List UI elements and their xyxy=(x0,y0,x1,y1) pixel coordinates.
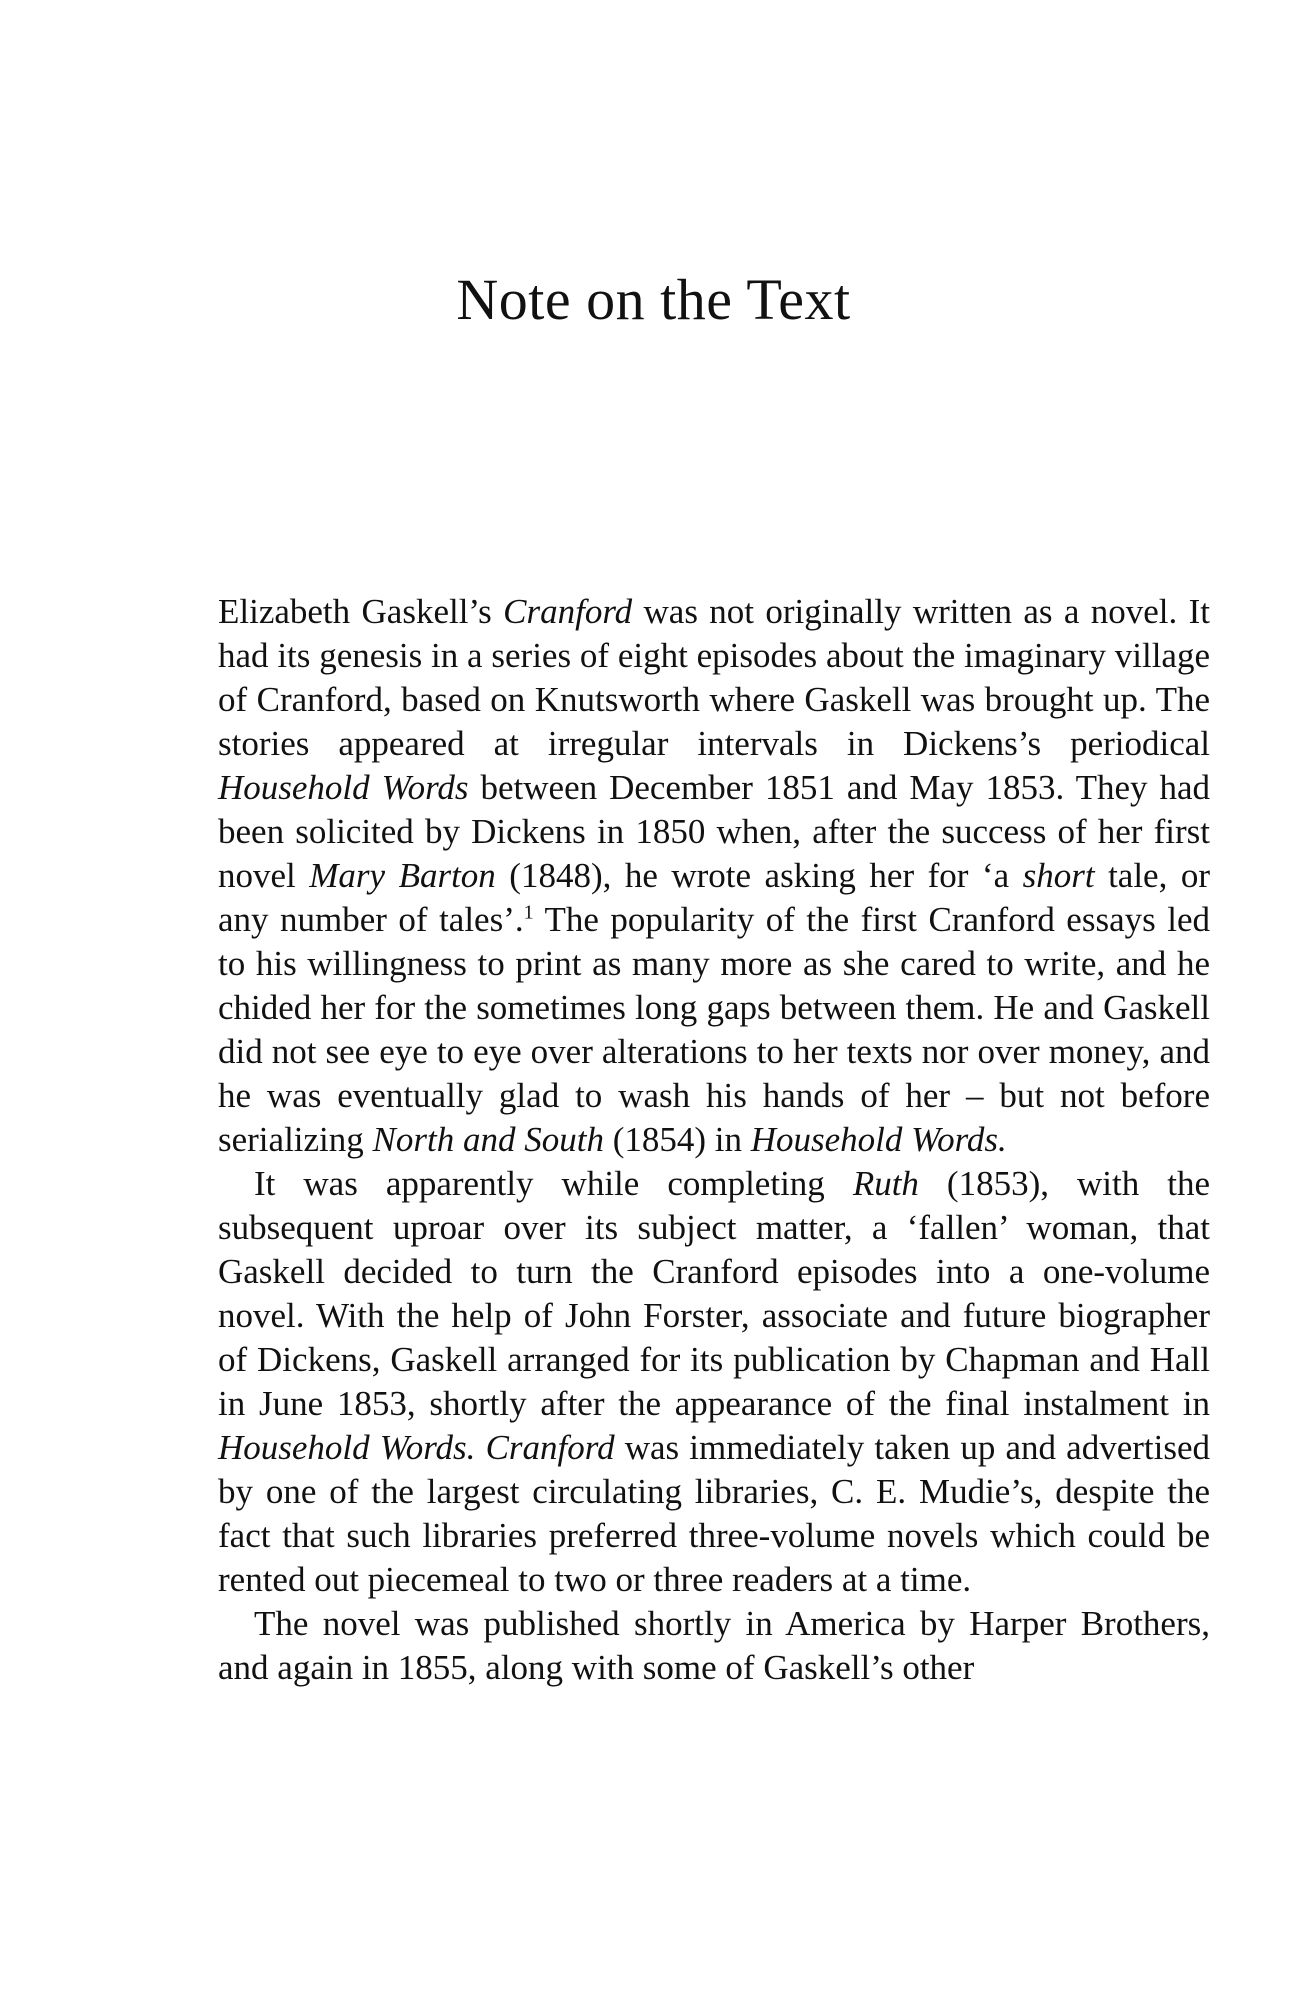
italic-title: Cranford xyxy=(503,592,633,631)
italic-title: Mary Barton xyxy=(309,856,496,895)
page-title: Note on the Text xyxy=(456,267,851,332)
paragraph-1 xyxy=(218,590,1210,1162)
text-run: tale, or any number of tales’. xyxy=(218,856,1210,939)
footnote-marker: 1 xyxy=(523,901,534,924)
paragraph-2 xyxy=(218,1162,1210,1602)
italic-title: Household Words. xyxy=(750,1120,1007,1159)
text-run: between December 1851 and May 1853. They had been solicited by Dickens in 1850 when, after the success of her first novel xyxy=(218,768,1211,895)
text-run: It was apparently while completing xyxy=(254,1164,853,1203)
text-run: (1853), with the subsequent uproar over its subject matter, a ‘fallen’ woman, that Gaskell decided to turn the Cranford episodes into a one-volume novel. With the help of John Forster, associate and future biographer of Dickens, Gaskell arranged for its publication by Chapman and Hall in June 1853, shortly after the appearance of the final instalment in xyxy=(218,1164,1211,1423)
text-run: Elizabeth Gaskell’s xyxy=(218,592,504,631)
italic-title: Household Words. Cranford xyxy=(218,1428,615,1467)
paragraph-3 xyxy=(218,1602,1210,1690)
body-text xyxy=(218,590,1210,1690)
italic-title: short xyxy=(1022,856,1095,895)
italic-title: North and South xyxy=(372,1120,604,1159)
text-run: was not originally written as a novel. It had its genesis in a series of eight episodes about the imaginary village of Cranford, based on Knutsworth where Gaskell was brought up. The stories appeared at irregular intervals in Dickens’s periodical xyxy=(218,592,1210,763)
text-run: The popularity of the first Cranford essays led to his willingness to print as many more as she cared to write, and he chided her for the sometimes long gaps between them. He and Gaskell did not see eye to eye over alterations to her texts nor over money, and he was eventually glad to wash his hands of her – but not before serializing xyxy=(218,900,1210,1159)
text-run: (1848), he wrote asking her for ‘a xyxy=(495,856,1023,895)
text-run: The novel was published shortly in America by Harper Brothers, and again in 1855, along with some of Gaskell’s other xyxy=(218,1604,1210,1687)
italic-title: Household Words xyxy=(218,768,469,807)
italic-title: Ruth xyxy=(852,1164,919,1203)
text-run: (1854) in xyxy=(603,1120,751,1159)
text-run: was immediately taken up and advertised by one of the largest circulating libraries, C. E. Mudie’s, despite the fact that such libraries preferred three-volume novels which could be rented out piecemeal to two or three readers at a time. xyxy=(218,1428,1210,1599)
